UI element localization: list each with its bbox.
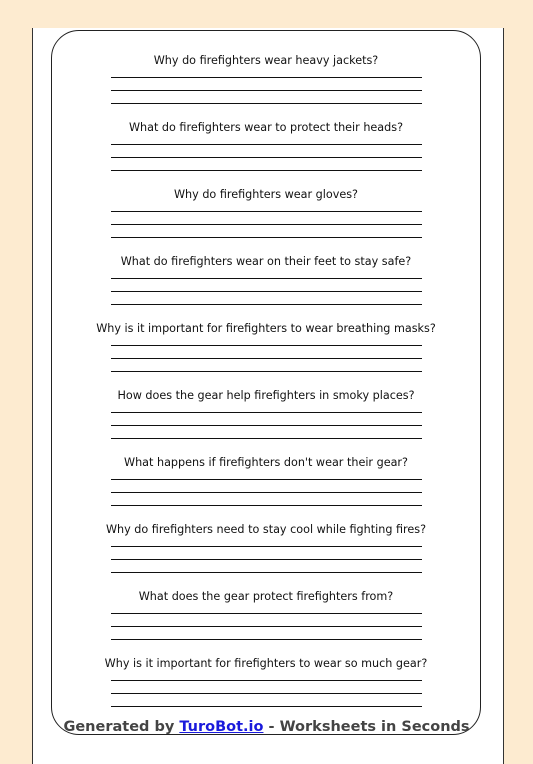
answer-line[interactable] (111, 706, 422, 707)
question-item (51, 322, 481, 336)
question-text: What do firefighters wear on their feet to stay safe? (120, 255, 412, 268)
answer-line[interactable] (111, 291, 422, 292)
answer-line[interactable] (111, 546, 422, 547)
answer-line[interactable] (111, 237, 422, 238)
answer-line[interactable] (111, 639, 422, 640)
footer (0, 719, 533, 735)
question-text: Why do firefighters wear heavy jackets? (153, 54, 379, 67)
footer-suffix: - Worksheets in Seconds (263, 719, 470, 735)
question-text: How does the gear help firefighters in smoky places? (117, 389, 415, 402)
answer-line[interactable] (111, 479, 422, 480)
question-text: Why do firefighters wear gloves? (174, 188, 358, 201)
answer-line[interactable] (111, 559, 422, 560)
answer-line[interactable] (111, 371, 422, 372)
question-item (51, 590, 481, 604)
answer-line[interactable] (111, 77, 422, 78)
question-item (51, 255, 481, 269)
answer-line[interactable] (111, 358, 422, 359)
answer-line[interactable] (111, 572, 422, 573)
answer-line[interactable] (111, 211, 422, 212)
answer-line[interactable] (111, 505, 422, 506)
question-item (51, 657, 481, 671)
answer-line[interactable] (111, 103, 422, 104)
question-text: What do firefighters wear to protect their heads? (128, 121, 404, 134)
answer-line[interactable] (111, 278, 422, 279)
answer-line[interactable] (111, 613, 422, 614)
answer-line[interactable] (111, 693, 422, 694)
answer-line[interactable] (111, 492, 422, 493)
answer-line[interactable] (111, 626, 422, 627)
answer-line[interactable] (111, 425, 422, 426)
question-item (51, 523, 481, 537)
question-item (51, 188, 481, 202)
answer-line[interactable] (111, 157, 422, 158)
answer-line[interactable] (111, 680, 422, 681)
question-item (51, 54, 481, 68)
question-item (51, 456, 481, 470)
footer-prefix: Generated by (63, 719, 180, 735)
turobot-link[interactable]: TuroBot.io (179, 719, 264, 735)
answer-line[interactable] (111, 144, 422, 145)
answer-line[interactable] (111, 224, 422, 225)
answer-line[interactable] (111, 304, 422, 305)
question-item (51, 389, 481, 403)
answer-line[interactable] (111, 345, 422, 346)
answer-line[interactable] (111, 412, 422, 413)
question-item (51, 121, 481, 135)
answer-line[interactable] (111, 438, 422, 439)
answer-line[interactable] (111, 90, 422, 91)
worksheet-frame (51, 30, 481, 735)
question-text: Why is it important for firefighters to wear breathing masks? (96, 322, 436, 335)
question-text: Why do firefighters need to stay cool while fighting fires? (105, 523, 427, 536)
question-text: Why is it important for firefighters to wear so much gear? (104, 657, 428, 670)
question-text: What does the gear protect firefighters from? (138, 590, 394, 603)
answer-line[interactable] (111, 170, 422, 171)
question-text: What happens if firefighters don't wear their gear? (124, 456, 408, 469)
